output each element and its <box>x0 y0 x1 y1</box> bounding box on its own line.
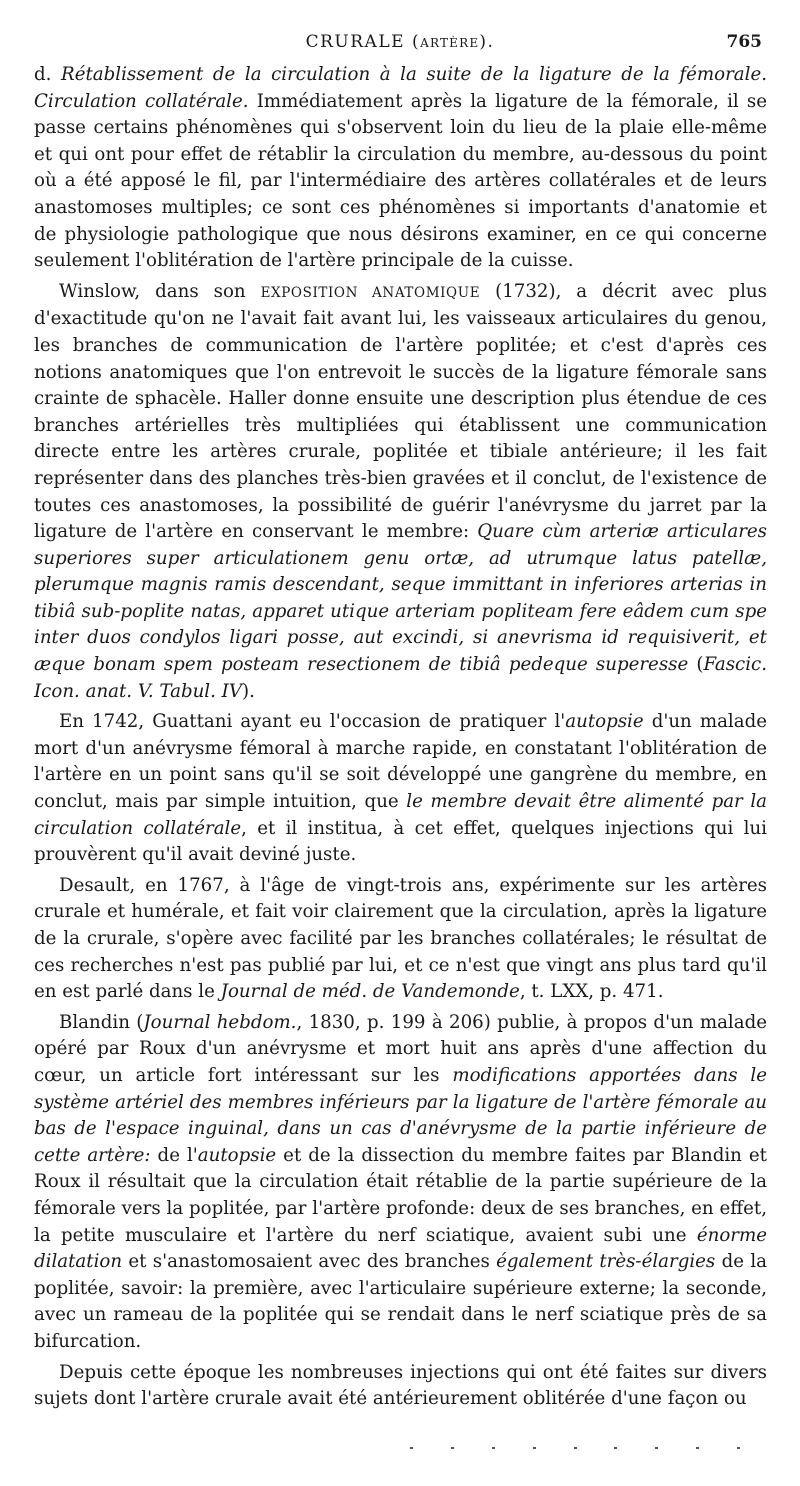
paragraph-desault <box>34 873 767 1006</box>
paragraph-text: Immédiatement après la ligature de la fémorale, il se passe certains phénomènes qui s'observent loin du lieu de la plaie elle-même et qui ont pour effet de rétablir la circulation du membre, au-dessous du point où a été apposé le fil, par l'intermédiaire des artères collatérales et de leurs anastomoses multiples; ce sont ces phénomènes si importants d'anatomie et de physiologie pathologique que nous désirons examiner, en ce qui concerne seulement l'oblitération de l'artère principale de la cuisse. <box>34 90 767 272</box>
paragraph-injections <box>34 1360 767 1413</box>
paragraph-text: Winslow, dans son <box>59 280 261 302</box>
italic-phrase: modifications apportées dans le système artériel des membres inférieurs par la ligature de l'artère fémorale au bas de l'espace inguinal, dans un cas d'anévrysme de la partie inférieure de cette artère: <box>34 1064 767 1166</box>
italic-phrase: le membre devait être alimenté par la circulation collatérale <box>34 791 767 839</box>
running-head <box>36 30 764 56</box>
running-title-smallcaps: ARTÈRE <box>420 36 480 50</box>
citation: Fascic. Icon. anat. V. Tabul. IV <box>34 654 767 702</box>
dot <box>533 1447 536 1449</box>
citation: Journal hebdom. <box>143 1011 297 1033</box>
paragraph-text: Desault, en 1767, à l'âge de vingt-trois ans, expérimente sur les artères crurale et humérale, et fait voir clairement que la circulation, après la ligature de la crurale, s'opère avec facilité par les branches collatérales; le résultat de ces recherches n'est pas publié par lui, et ce n'est que vingt ans plus tard qu'il en est parlé dans le <box>34 874 767 1003</box>
paragraph-blandin <box>34 1010 767 1356</box>
paragraph-winslow <box>34 279 767 706</box>
section-label: d. <box>34 64 61 85</box>
paragraph-text: Blandin ( <box>59 1011 144 1033</box>
dot <box>614 1447 617 1449</box>
latin-quotation: Quare cùm arteriæ articulares superiores super articulationem genu ortæ, ad utrumque latus patellæ, plerumque magnis ramis descendant, seque immittant in inferiores arterias in tibiâ sub-poplite natas, apparet utique arteriam popliteam fere eâdem cum spe inter duos condylos ligari posse, aut excindi, si anevrisma id requisiverit, et æque bonam spem posteam resectionem de tibiâ pedeque superesse <box>34 521 767 676</box>
running-title <box>36 32 764 52</box>
dot <box>574 1447 577 1449</box>
italic-term: énorme dilatation <box>34 1224 767 1273</box>
paragraph-text: En 1742, Guattani ayant eu l'occasion de pratiquer l' <box>59 711 566 733</box>
paragraph-guattani <box>34 709 767 869</box>
paragraph-text: , 1830, p. 199 à 206) publie, à propos d'un malade opéré par Roux d'un anévrysme et mort huit ans après d'une affection du cœur, un article fort intéressant sur les <box>34 1011 767 1086</box>
citation: Journal de méd. de Vandemonde <box>220 981 520 1003</box>
page-body <box>34 62 767 1413</box>
paragraph-text: et de la dissection du membre faites par Blandin et Roux il résultait que la circulation était rétablie de la partie supérieure de la fémorale vers la poplitée, par l'artère profonde: deux de ses branches, en effet, la petite musculaire et l'artère du nerf sciatique, avaient subi une <box>34 1144 767 1246</box>
dot <box>492 1447 495 1449</box>
paragraph-text: et s'anastomosaient avec des branches <box>122 1251 497 1273</box>
work-title-smallcaps: EXPOSITION ANATOMIQUE <box>260 284 481 301</box>
paragraph-text: (1732), a décrit avec plus d'exactitude qu'on ne l'avait fait avant lui, les vaisseaux articulaires du genou, les branches de communication de l'artère poplitée; et c'est d'après ces notions anatomiques que l'on entrevoit le succès de la ligature fémorale sans crainte de sphacèle. Haller donne ensuite une description plus étendue de ces branches artérielles très multipliées qui établissent une communication directe entre les artères crurale, poplitée et tibiale antérieure; il les fait représenter dans des planches très-bien gravées et il conclut, de l'existence de toutes ces anastomoses, la possibilité de guérir l'anévrysme du jarret par la ligature de l'artère en conservant le membre: <box>34 280 767 543</box>
italic-term: également très-élargies <box>496 1251 716 1273</box>
running-title-main: CRURALE ( <box>305 32 421 52</box>
dot <box>410 1447 413 1449</box>
paragraph-text: de la poplitée, savoir: la première, avec l'articulaire supérieure externe; la seconde, avec un rameau de la poplitée qui se rendait dans le nerf sciatique près de sa bifurcation. <box>34 1251 767 1352</box>
running-title-end: ). <box>479 32 495 52</box>
dot <box>655 1447 658 1449</box>
page-number: 765 <box>726 32 762 52</box>
paragraph-text: , et il institua, à cet effet, quelques injections qui lui prouvèrent qu'il avait deviné juste. <box>34 817 767 866</box>
italic-term: autopsie <box>197 1144 277 1166</box>
paragraph-text: ). <box>242 680 255 702</box>
paragraph-text: ( <box>688 654 704 676</box>
dot <box>451 1447 454 1449</box>
dot <box>696 1447 699 1449</box>
italic-term: autopsie <box>565 711 644 733</box>
print-artifact-dots <box>410 1447 740 1453</box>
paragraph-text: , t. LXX, p. 471. <box>519 981 664 1003</box>
dot <box>737 1447 740 1449</box>
paragraph-text: d'un malade mort d'un anévrysme fémoral à marche rapide, en constatant l'oblitération de l'artère en un point sans qu'il se soit développé une gangrène du membre, en conclut, mais par simple intuition, que <box>34 711 767 813</box>
section-heading: Rétablissement de la circulation à la suite de la ligature de la fémorale. Circulation collatérale. <box>34 64 767 112</box>
paragraph-collateral-circulation <box>34 62 767 275</box>
paragraph-text: de l' <box>150 1144 198 1166</box>
paragraph-text: Depuis cette époque les nombreuses injections qui ont été faites sur divers sujets dont l'artère crurale avait été antérieurement oblitérée d'une façon ou <box>34 1361 767 1410</box>
